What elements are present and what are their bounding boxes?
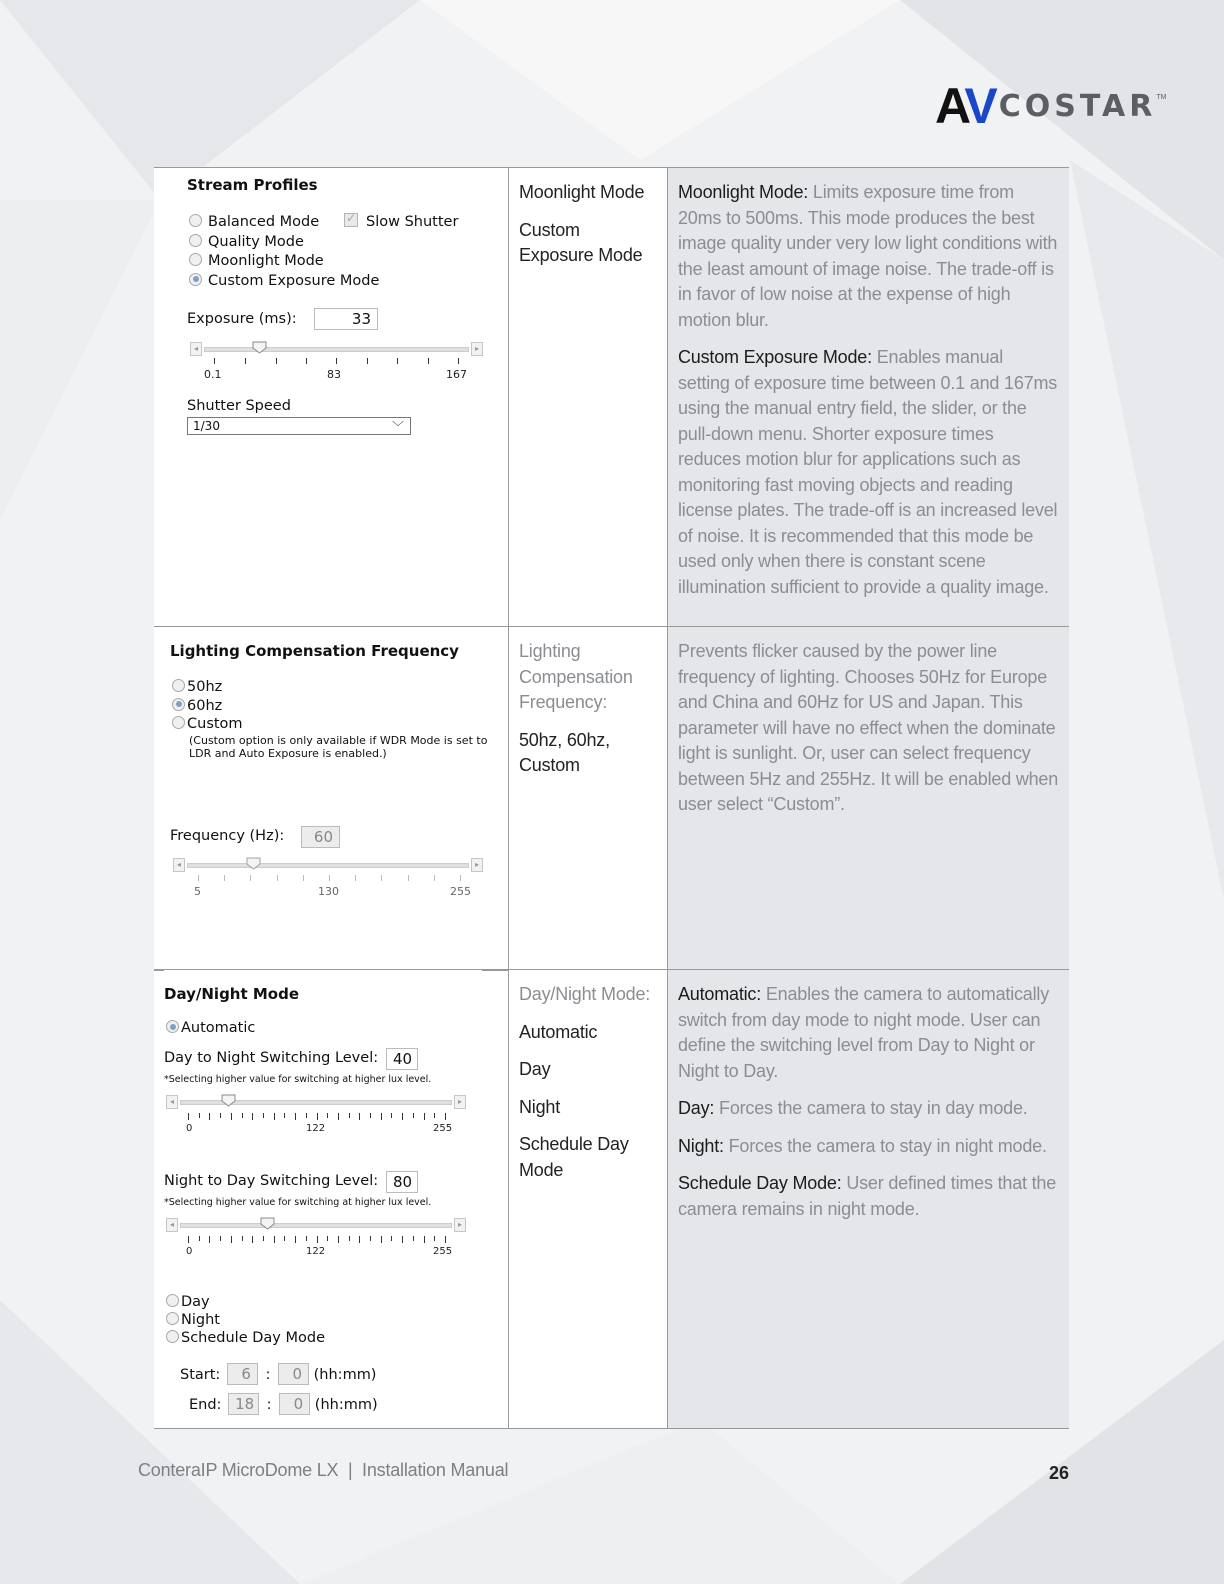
night-to-day-hint: *Selecting higher value for switching at higher lux level.	[164, 1197, 432, 1208]
time-separator: :	[265, 1367, 271, 1383]
exposure-slider-ticks	[214, 358, 464, 366]
frequency-label: Frequency (Hz):	[170, 828, 285, 844]
mode-name-schedule-day: Schedule Day Mode	[519, 1134, 629, 1180]
slider-tick	[413, 1236, 414, 1241]
slider-tick	[338, 1113, 339, 1120]
slider-track	[187, 863, 469, 868]
slider-tick	[381, 1113, 382, 1120]
custom-option-note: (Custom option is only available if WDR Mode is set to LDR and Auto Exposure is enabled.)	[189, 734, 488, 760]
slider-tick	[445, 1113, 446, 1120]
slider-right-arrow-icon[interactable]: ▸	[471, 342, 483, 356]
radio-schedule-day-mode[interactable]: Schedule Day Mode	[166, 1329, 325, 1347]
slider-max-label: 167	[446, 368, 467, 381]
slider-tick	[381, 1236, 382, 1243]
row3-mode-names	[509, 970, 668, 1429]
slider-tick	[242, 1236, 243, 1241]
slider-tick	[317, 1113, 318, 1120]
radio-custom[interactable]: Custom	[172, 715, 243, 734]
slider-max-label: 255	[433, 1123, 453, 1134]
start-hour-input[interactable]: 6	[227, 1363, 258, 1385]
radio-icon	[172, 716, 185, 729]
shutter-speed-select[interactable]: 1/30 ﹀	[187, 417, 411, 435]
slider-tick	[359, 1236, 360, 1243]
radio-icon	[189, 253, 202, 266]
radio-custom-exposure-mode[interactable]: Custom Exposure Mode	[189, 272, 379, 292]
radio-60hz[interactable]: 60hz	[172, 697, 243, 716]
slider-tick	[231, 1113, 232, 1120]
slider-right-arrow-icon[interactable]: ▸	[454, 1095, 466, 1109]
day-to-night-slider-ticks	[188, 1113, 445, 1121]
slider-tick	[220, 1236, 221, 1241]
mode-name-day: Day	[519, 1059, 551, 1079]
slider-tick	[327, 1113, 328, 1118]
frequency-slider-ticks	[198, 875, 460, 883]
table-row-lighting-compensation	[154, 627, 1069, 970]
mode-name-night: Night	[519, 1096, 561, 1117]
slider-tick	[306, 1236, 307, 1241]
slider-tick	[199, 1236, 200, 1241]
slider-tick	[252, 1236, 253, 1243]
slider-tick	[370, 1113, 371, 1118]
checkbox-icon	[344, 213, 358, 227]
slider-tick	[263, 1236, 264, 1241]
lighting-compensation-description: Prevents flicker caused by the power line frequency of lighting. Chooses 50Hz for Europe and China and 60Hz for US and Japan. This parameter will have no effect when the dominate light is sunlight. Or, user can select frequency between 5Hz and 255Hz. It will be enabled when user select “Custom”.	[678, 641, 1059, 814]
slider-mid-label: 83	[327, 368, 341, 381]
slider-tick	[402, 1113, 403, 1120]
start-minute-input[interactable]: 0	[278, 1363, 309, 1385]
radio-icon	[166, 1312, 179, 1325]
slider-track	[204, 347, 469, 352]
slider-min-label: 5	[194, 885, 201, 898]
radio-icon	[189, 234, 202, 247]
radio-balanced-mode[interactable]: Balanced Mode	[189, 213, 379, 233]
slider-tick	[445, 1236, 446, 1243]
slider-thumb[interactable]	[260, 1217, 275, 1230]
slider-tick	[252, 1113, 253, 1120]
day-to-night-label: Day to Night Switching Level:	[164, 1050, 379, 1066]
slider-tick	[327, 1236, 328, 1241]
slider-thumb[interactable]	[246, 857, 261, 870]
end-label: End:	[189, 1397, 222, 1413]
page-number: 26	[1049, 1463, 1070, 1483]
slider-mid-label: 122	[306, 1123, 326, 1134]
slider-right-arrow-icon[interactable]: ▸	[471, 858, 483, 872]
slider-max-label: 255	[433, 1246, 453, 1257]
slider-tick	[338, 1236, 339, 1243]
slider-left-arrow-icon[interactable]: ◂	[173, 858, 185, 872]
trademark-mark: TM	[1156, 94, 1167, 101]
row2-parameter-names	[509, 627, 668, 970]
schedule-day-mode-description: Schedule Day Mode: User defined times that the camera remains in night mode.	[678, 1173, 1057, 1219]
slider-tick	[242, 1113, 243, 1118]
radio-night[interactable]: Night	[166, 1311, 325, 1329]
row1-descriptions	[668, 168, 1070, 627]
slider-thumb[interactable]	[221, 1094, 236, 1107]
slow-shutter-checkbox[interactable]: ✓Slow Shutter	[344, 213, 458, 230]
slider-tick	[391, 1113, 392, 1118]
slider-tick	[188, 1236, 189, 1243]
night-to-day-slider[interactable]	[166, 1218, 466, 1234]
slider-tick	[434, 1113, 435, 1118]
slider-tick	[349, 1236, 350, 1241]
lighting-compensation-title: Lighting Compensation Frequency:	[519, 641, 633, 712]
settings-table	[154, 167, 1069, 1429]
stream-profiles-panel	[154, 168, 509, 627]
radio-icon	[189, 214, 202, 227]
radio-day[interactable]: Day	[166, 1293, 325, 1311]
slider-tick	[434, 1236, 435, 1241]
slider-right-arrow-icon[interactable]: ▸	[454, 1218, 466, 1232]
start-label: Start:	[180, 1367, 221, 1383]
lighting-compensation-heading: Lighting Compensation Frequency	[170, 642, 459, 660]
radio-selected-icon	[189, 273, 202, 286]
slider-tick	[413, 1113, 414, 1118]
slider-tick	[274, 1113, 275, 1120]
radio-50hz[interactable]: 50hz	[172, 678, 243, 697]
slider-tick	[209, 1236, 210, 1243]
logo-wordmark: COSTAR	[998, 88, 1157, 124]
night-to-day-label: Night to Day Switching Level:	[164, 1173, 379, 1189]
lighting-compensation-panel	[154, 627, 509, 970]
day-description: Day: Forces the camera to stay in day mode.	[678, 1098, 1028, 1118]
time-format-hint: (hh:mm)	[313, 1367, 377, 1383]
slider-tick	[402, 1236, 403, 1243]
day-to-night-slider[interactable]	[166, 1095, 466, 1111]
lighting-compensation-values: 50hz, 60hz, Custom	[519, 729, 610, 775]
slider-min-label: 0.1	[204, 368, 222, 381]
slider-left-arrow-icon[interactable]: ◂	[166, 1095, 178, 1109]
slider-tick	[284, 1113, 285, 1118]
table-row-day-night-mode	[154, 970, 1069, 1429]
slider-tick	[209, 1113, 210, 1120]
radio-quality-mode[interactable]: Quality Mode	[189, 233, 379, 253]
radio-selected-icon	[166, 1020, 179, 1033]
custom-exposure-description: Custom Exposure Mode: Enables manual setting of exposure time between 0.1 and 167ms using the manual entry field, the slider, or the pull-down menu. Shorter exposure times reduces motion blur for applications such as monitoring fast moving objects and reading license plates. The trade-off is an increased level of noise. It is recommended that this mode be used only when there is constant scene illumination sufficient to provide a quality image.	[678, 347, 1058, 597]
exposure-label: Exposure (ms):	[187, 311, 297, 327]
slider-tick	[188, 1113, 189, 1120]
mode-name-custom-exposure: Custom Exposure Mode	[519, 219, 643, 265]
slider-left-arrow-icon[interactable]: ◂	[166, 1218, 178, 1232]
slider-tick	[424, 1113, 425, 1120]
slider-thumb[interactable]	[252, 341, 267, 354]
end-minute-input[interactable]: 0	[279, 1393, 310, 1415]
exposure-slider[interactable]	[190, 342, 483, 358]
slider-tick	[295, 1236, 296, 1243]
slider-tick	[424, 1236, 425, 1243]
slider-mid-label: 130	[318, 885, 339, 898]
slider-tick	[231, 1236, 232, 1243]
stream-profiles-heading: Stream Profiles	[187, 176, 318, 194]
row3-descriptions	[668, 970, 1070, 1429]
day-to-night-input[interactable]: 40	[386, 1048, 418, 1070]
day-night-mode-title: Day/Night Mode:	[519, 984, 651, 1004]
footer-title: ConteraIP MicroDome LX | Installation Manual	[138, 1460, 509, 1480]
slider-tick	[359, 1113, 360, 1120]
slider-tick	[391, 1236, 392, 1241]
table-row-stream-profiles	[154, 168, 1069, 627]
row1-mode-names	[509, 168, 668, 627]
row2-description	[668, 627, 1070, 970]
slider-left-arrow-icon[interactable]: ◂	[190, 342, 202, 356]
slider-tick	[349, 1113, 350, 1118]
frequency-input[interactable]: 60	[301, 826, 340, 848]
exposure-input[interactable]: 33	[314, 308, 378, 330]
slider-tick	[317, 1236, 318, 1243]
slider-tick	[306, 1113, 307, 1118]
slider-min-label: 0	[186, 1123, 193, 1134]
slider-tick	[220, 1113, 221, 1118]
shutter-speed-label: Shutter Speed	[187, 398, 291, 414]
start-time-row	[180, 1363, 376, 1385]
radio-selected-icon	[172, 698, 185, 711]
radio-icon	[166, 1330, 179, 1343]
mode-name-moonlight: Moonlight Mode	[519, 182, 645, 202]
slider-tick	[295, 1113, 296, 1120]
radio-automatic[interactable]: Automatic	[166, 1020, 255, 1036]
slider-min-label: 0	[186, 1246, 193, 1257]
slider-track	[180, 1223, 452, 1228]
end-time-row	[189, 1393, 378, 1415]
radio-icon	[166, 1294, 179, 1307]
night-to-day-input[interactable]: 80	[386, 1171, 418, 1193]
night-description: Night: Forces the camera to stay in night mode.	[678, 1135, 1047, 1156]
chevron-down-icon: ﹀	[391, 420, 404, 434]
time-separator: :	[266, 1397, 272, 1413]
day-night-heading: Day/Night Mode	[164, 985, 300, 1003]
slider-tick	[263, 1113, 264, 1118]
radio-icon	[172, 679, 185, 692]
avcostar-logo	[935, 78, 1167, 134]
mode-name-automatic: Automatic	[519, 1021, 598, 1042]
day-night-panel	[154, 970, 509, 1429]
night-to-day-slider-ticks	[188, 1236, 445, 1244]
radio-moonlight-mode[interactable]: Moonlight Mode	[189, 252, 379, 272]
slider-max-label: 255	[450, 885, 471, 898]
slider-tick	[199, 1113, 200, 1118]
frequency-slider[interactable]	[173, 858, 483, 874]
day-to-night-hint: *Selecting higher value for switching at higher lux level.	[164, 1074, 432, 1085]
slider-tick	[284, 1236, 285, 1241]
logo-av-mark: AV	[935, 78, 995, 134]
slider-tick	[274, 1236, 275, 1243]
slider-mid-label: 122	[306, 1246, 326, 1257]
end-hour-input[interactable]: 18	[228, 1393, 259, 1415]
automatic-description: Automatic: Enables the camera to automatically switch from day mode to night mode. User can define the switching level from Day to Night or Night to Day.	[678, 984, 1050, 1081]
moonlight-description: Moonlight Mode: Limits exposure time from 20ms to 500ms. This mode produces the best image quality under very low light conditions with the least amount of image noise. The trade-off is in favor of low noise at the expense of high motion blur.	[678, 182, 1058, 330]
slider-tick	[370, 1236, 371, 1241]
time-format-hint: (hh:mm)	[314, 1397, 378, 1413]
